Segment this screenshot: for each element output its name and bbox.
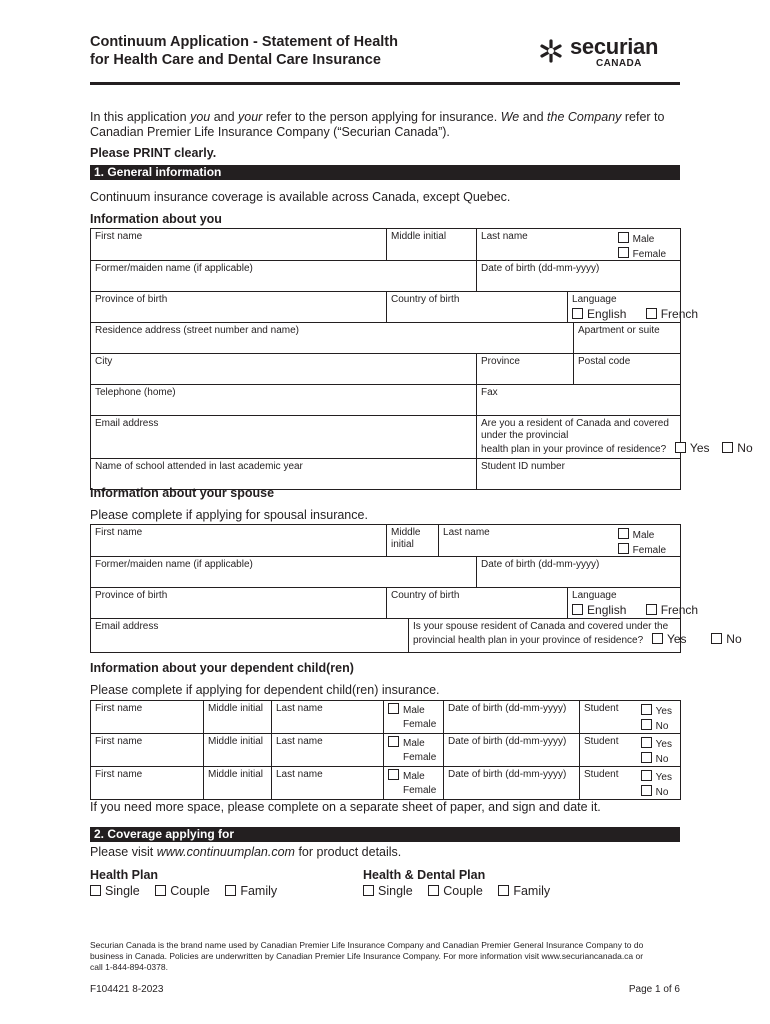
about-children-heading: Information about your dependent child(ren) bbox=[90, 661, 354, 675]
female-checkbox[interactable] bbox=[618, 247, 629, 258]
title-line-1: Continuum Application - Statement of Health bbox=[90, 34, 398, 50]
dental-single-option[interactable]: Single bbox=[363, 884, 413, 898]
logo-word: securian bbox=[570, 34, 659, 59]
dental-single-checkbox[interactable] bbox=[363, 885, 374, 896]
dental-couple-option[interactable]: Couple bbox=[428, 884, 483, 898]
coverage-note: Continuum insurance coverage is available across Canada, except Quebec. bbox=[90, 190, 511, 204]
child-male-checkbox[interactable] bbox=[388, 703, 399, 714]
health-family-option[interactable]: Family bbox=[225, 884, 277, 898]
health-couple-option[interactable]: Couple bbox=[155, 884, 210, 898]
dental-family-option[interactable]: Family bbox=[498, 884, 550, 898]
child-male-checkbox[interactable] bbox=[388, 736, 399, 747]
resident-no-option[interactable]: No bbox=[722, 441, 752, 455]
child-student-yes-option[interactable]: Yes bbox=[641, 704, 672, 719]
city-field[interactable]: City bbox=[91, 354, 477, 385]
health-plan-options bbox=[90, 884, 277, 899]
spouse-male-option[interactable]: Male bbox=[618, 528, 666, 543]
school-field[interactable]: Name of school attended in last academic year bbox=[91, 459, 477, 490]
child-row-1 bbox=[91, 701, 681, 734]
child-row-3 bbox=[91, 767, 681, 800]
title-line-2: for Health Care and Dental Care Insurance bbox=[90, 52, 381, 68]
child-student-field: Student Yes No bbox=[580, 734, 681, 767]
health-dental-plan-options bbox=[363, 884, 550, 899]
male-checkbox[interactable] bbox=[618, 232, 629, 243]
child-dob-field[interactable]: Date of birth (dd-mm-yyyy) bbox=[444, 701, 580, 734]
child-student-yes-checkbox[interactable] bbox=[641, 737, 652, 748]
spouse-french-checkbox[interactable] bbox=[646, 604, 657, 615]
dob-field[interactable]: Date of birth (dd-mm-yyyy) bbox=[477, 261, 681, 292]
french-option[interactable]: French bbox=[646, 307, 698, 321]
child-female-option[interactable]: Female bbox=[403, 785, 437, 796]
spouse-resident-no-option[interactable]: No bbox=[711, 632, 741, 646]
english-checkbox[interactable] bbox=[572, 308, 583, 319]
spouse-english-option[interactable]: English bbox=[572, 603, 626, 617]
spouse-province-of-birth-field[interactable]: Province of birth bbox=[91, 588, 387, 619]
child-middle-initial-field[interactable]: Middle initial bbox=[204, 767, 272, 800]
spouse-male-checkbox[interactable] bbox=[618, 528, 629, 539]
more-space-note: If you need more space, please complete on a separate sheet of paper, and sign and date it. bbox=[90, 800, 601, 814]
resident-question: Are you a resident of Canada and covered under the provincial health plan in your province of residence? Yes No bbox=[477, 416, 681, 459]
health-family-checkbox[interactable] bbox=[225, 885, 236, 896]
spouse-table bbox=[90, 524, 742, 653]
spouse-former-name-field[interactable]: Former/maiden name (if applicable) bbox=[91, 557, 477, 588]
student-id-field[interactable]: Student ID number bbox=[477, 459, 681, 490]
spouse-note: Please complete if applying for spousal insurance. bbox=[90, 508, 368, 522]
section-2-bar: 2. Coverage applying for bbox=[90, 827, 680, 842]
header-rule bbox=[90, 82, 680, 85]
country-of-birth-field[interactable]: Country of birth bbox=[387, 292, 568, 323]
page-number: Page 1 of 6 bbox=[628, 984, 680, 995]
telephone-field[interactable]: Telephone (home) bbox=[91, 385, 477, 416]
spouse-resident-question: Is your spouse resident of Canada and covered under the provincial health plan in your province of residence? Yes No bbox=[409, 619, 681, 653]
resident-yes-checkbox[interactable] bbox=[675, 442, 686, 453]
spouse-email-field[interactable]: Email address bbox=[91, 619, 409, 653]
child-student-no-option[interactable]: No bbox=[641, 719, 672, 734]
child-student-no-checkbox[interactable] bbox=[641, 719, 652, 730]
spouse-french-option[interactable]: French bbox=[646, 603, 698, 617]
child-male-option[interactable]: Male bbox=[388, 769, 439, 783]
language-field: Language English French bbox=[568, 292, 681, 323]
health-single-checkbox[interactable] bbox=[90, 885, 101, 896]
child-male-option[interactable]: Male bbox=[388, 703, 439, 717]
female-option[interactable]: Female bbox=[618, 247, 666, 262]
children-note: Please complete if applying for dependent child(ren) insurance. bbox=[90, 683, 440, 697]
visit-note: Please visit www.continuumplan.com for product details. bbox=[90, 845, 402, 859]
child-female-option[interactable]: Female bbox=[403, 752, 437, 763]
child-male-checkbox[interactable] bbox=[388, 769, 399, 780]
about-you-heading: Information about you bbox=[90, 212, 222, 226]
child-sex-options bbox=[384, 734, 444, 767]
child-student-yes-checkbox[interactable] bbox=[641, 704, 652, 715]
child-student-yes-checkbox[interactable] bbox=[641, 770, 652, 781]
residence-address-field[interactable]: Residence address (street number and name) bbox=[91, 323, 574, 354]
applicant-table bbox=[90, 228, 753, 490]
spouse-dob-field[interactable]: Date of birth (dd-mm-yyyy) bbox=[477, 557, 681, 588]
about-spouse-heading: Information about your spouse bbox=[90, 486, 275, 500]
male-option[interactable]: Male bbox=[618, 232, 666, 247]
child-last-name-field[interactable]: Last name bbox=[272, 767, 384, 800]
child-student-field: Student Yes No bbox=[580, 767, 681, 800]
section-1-bar: 1. General information bbox=[90, 165, 680, 180]
print-instruction: Please PRINT clearly. bbox=[90, 146, 217, 160]
apartment-field[interactable]: Apartment or suite bbox=[574, 323, 681, 354]
child-sex-options bbox=[384, 767, 444, 800]
spouse-country-of-birth-field[interactable]: Country of birth bbox=[387, 588, 568, 619]
child-last-name-field[interactable]: Last name bbox=[272, 701, 384, 734]
province-of-birth-field[interactable]: Province of birth bbox=[91, 292, 387, 323]
province-field[interactable]: Province bbox=[477, 354, 574, 385]
spouse-female-checkbox[interactable] bbox=[618, 543, 629, 554]
snowflake-logo-icon bbox=[536, 38, 566, 64]
child-middle-initial-field[interactable]: Middle initial bbox=[204, 701, 272, 734]
child-student-yes-option[interactable]: Yes bbox=[641, 770, 672, 785]
child-sex-options bbox=[384, 701, 444, 734]
french-checkbox[interactable] bbox=[646, 308, 657, 319]
form-title bbox=[90, 33, 398, 69]
resident-yes-option[interactable]: Yes bbox=[675, 441, 710, 455]
child-first-name-field[interactable]: First name bbox=[91, 767, 204, 800]
child-middle-initial-field[interactable]: Middle initial bbox=[204, 734, 272, 767]
english-option[interactable]: English bbox=[572, 307, 626, 321]
health-plan-heading: Health Plan bbox=[90, 868, 159, 882]
child-student-no-checkbox[interactable] bbox=[641, 752, 652, 763]
dental-couple-checkbox[interactable] bbox=[428, 885, 439, 896]
middle-initial-field[interactable]: Middle initial bbox=[387, 229, 477, 261]
intro-text: In this application you and your refer to the person applying for insurance. We and the Company refer to Canadian Premier Life Insurance Company (“Securian Canada”). bbox=[90, 110, 665, 139]
child-first-name-field[interactable]: First name bbox=[91, 734, 204, 767]
footer-disclaimer: Securian Canada is the brand name used by Canadian Premier Life Insurance Company and Canadian Premier General Insurance Company to do business in Canada. Policies are underwritten by Canadian Premier Life Insurance Company. For more information visit www.securiancanada.ca or call 1-844-894-0378. bbox=[90, 940, 644, 972]
spouse-female-option[interactable]: Female bbox=[618, 543, 666, 558]
securian-logo bbox=[536, 36, 681, 72]
child-female-option[interactable]: Female bbox=[403, 719, 437, 730]
child-last-name-field[interactable]: Last name bbox=[272, 734, 384, 767]
last-name-field[interactable]: Last name Male Female bbox=[477, 229, 681, 261]
child-student-no-option[interactable]: No bbox=[641, 785, 672, 800]
spouse-resident-yes-checkbox[interactable] bbox=[652, 633, 663, 644]
health-couple-checkbox[interactable] bbox=[155, 885, 166, 896]
resident-no-checkbox[interactable] bbox=[722, 442, 733, 453]
form-code: F104421 8-2023 bbox=[90, 984, 164, 995]
child-first-name-field[interactable]: First name bbox=[91, 701, 204, 734]
logo-sub: CANADA bbox=[596, 58, 642, 69]
health-dental-plan-heading: Health & Dental Plan bbox=[363, 868, 486, 882]
spouse-english-checkbox[interactable] bbox=[572, 604, 583, 615]
child-dob-field[interactable]: Date of birth (dd-mm-yyyy) bbox=[444, 734, 580, 767]
child-student-field: Student Yes No bbox=[580, 701, 681, 734]
fax-field[interactable]: Fax bbox=[477, 385, 681, 416]
spouse-last-name-field[interactable]: Last name Male Female bbox=[439, 525, 681, 557]
children-table bbox=[90, 700, 681, 800]
spouse-resident-yes-option[interactable]: Yes bbox=[652, 632, 687, 646]
child-male-option[interactable]: Male bbox=[388, 736, 439, 750]
spouse-first-name-field[interactable]: First name bbox=[91, 525, 387, 557]
child-dob-field[interactable]: Date of birth (dd-mm-yyyy) bbox=[444, 767, 580, 800]
spouse-middle-initial-field[interactable]: Middle initial bbox=[387, 525, 439, 557]
postal-code-field[interactable]: Postal code bbox=[574, 354, 681, 385]
child-student-no-option[interactable]: No bbox=[641, 752, 672, 767]
child-student-no-checkbox[interactable] bbox=[641, 785, 652, 796]
continuum-url-link[interactable]: www.continuumplan.com bbox=[156, 845, 295, 859]
email-field[interactable]: Email address bbox=[91, 416, 477, 459]
child-row-2 bbox=[91, 734, 681, 767]
first-name-field[interactable]: First name bbox=[91, 229, 387, 261]
spouse-resident-no-checkbox[interactable] bbox=[711, 633, 722, 644]
child-student-yes-option[interactable]: Yes bbox=[641, 737, 672, 752]
spouse-language-field: Language English French bbox=[568, 588, 681, 619]
former-name-field[interactable]: Former/maiden name (if applicable) bbox=[91, 261, 477, 292]
health-single-option[interactable]: Single bbox=[90, 884, 140, 898]
dental-family-checkbox[interactable] bbox=[498, 885, 509, 896]
